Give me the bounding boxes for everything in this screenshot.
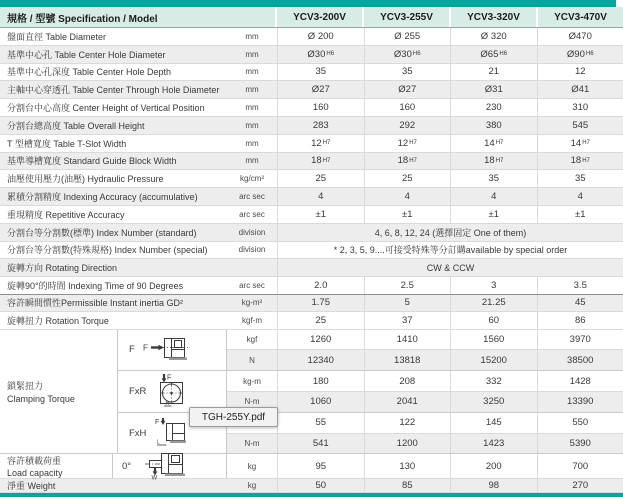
value-cell: Ø27 — [277, 81, 364, 98]
row-indexing-time-90deg — [0, 277, 623, 295]
value-cell: 35 — [537, 170, 623, 187]
value-cell: 86 — [537, 312, 623, 329]
value-cell: Ø90 H6 — [537, 46, 623, 63]
row-unit: arc sec — [239, 192, 265, 202]
load-capacity-row — [0, 454, 623, 479]
value-cell: 45 — [537, 295, 623, 311]
row-t-slot-width — [0, 135, 623, 153]
row-label: 淨重 Weight — [7, 481, 56, 492]
row-label: 累積分割精度 Indexing Accuracy (accumulative) — [7, 192, 198, 203]
value-cell: 21 — [450, 64, 537, 81]
clamp-group-fxh-rows — [227, 413, 623, 454]
svg-text:L: L — [157, 439, 161, 446]
clamp-sub-row — [227, 392, 623, 412]
clamp-sub-row — [227, 371, 623, 392]
value-cell: 700 — [537, 454, 623, 478]
row-unit: division — [238, 227, 266, 237]
load-angle: 0° — [122, 460, 132, 472]
value-cell: 35 — [277, 64, 364, 81]
svg-text:F: F — [155, 418, 160, 426]
value-cell: 18 H7 — [277, 153, 364, 170]
value-cell: 25 — [277, 170, 364, 187]
value-cell: 4 — [364, 188, 451, 205]
row-label: 旋轉90°的時間 Indexing Time of 90 Degrees — [7, 281, 184, 292]
value-cell: 5 — [364, 295, 451, 311]
table-header-row — [0, 7, 623, 28]
value-cell: 14 H7 — [450, 135, 537, 152]
row-indexing-accuracy — [0, 188, 623, 206]
row-unit: kg — [247, 461, 257, 471]
value-cell: 3 — [450, 277, 537, 294]
value-cell: Ø 255 — [364, 28, 451, 45]
row-table-diameter — [0, 28, 623, 46]
row-unit: kg-m — [243, 376, 261, 386]
value-cell: 1060 — [277, 392, 364, 412]
row-unit: kg-m² — [241, 298, 263, 308]
value-cell: 380 — [450, 117, 537, 134]
model-header-ycv3-255v: YCV3-255V — [364, 7, 451, 27]
value-cell: 3250 — [450, 392, 537, 412]
row-label: 旋轉扭力 Rotation Torque — [7, 315, 109, 326]
row-index-number-standard — [0, 224, 623, 242]
svg-text:F: F — [167, 374, 172, 382]
row-label: T 型槽寬度 Table T-Slot Width — [7, 138, 127, 149]
row-hydraulic-pressure — [0, 170, 623, 188]
value-cell: 130 — [364, 454, 451, 478]
load-capacity-head — [113, 454, 227, 478]
filename-tooltip: TGH-255Y.pdf — [189, 407, 278, 427]
load-0deg-diagram-icon — [140, 450, 190, 483]
row-unit: mm — [245, 67, 259, 77]
value-cell: ±1 — [450, 206, 537, 223]
value-cell: 1260 — [277, 330, 364, 350]
value-cell: 230 — [450, 99, 537, 116]
row-label: 基準中心孔 Table Center Hole Diameter — [7, 49, 166, 60]
row-unit: mm — [245, 156, 259, 166]
value-cell: 35 — [364, 64, 451, 81]
value-cell: 545 — [537, 117, 623, 134]
model-header-ycv3-470v: YCV3-470V — [554, 11, 607, 23]
value-cell: 2041 — [364, 392, 451, 412]
clamp-sub-row — [227, 330, 623, 351]
svg-text:W: W — [151, 475, 158, 480]
row-label: 主軸中心穿透孔 Table Center Through Hole Diameter — [7, 85, 220, 96]
clamp-group-f-rows — [227, 330, 623, 371]
row-center-height — [0, 99, 623, 117]
span-value-cell: * 2, 3, 5, 9....可接受特殊等分訂購available by special order — [277, 242, 623, 259]
value-cell: 1560 — [450, 330, 537, 350]
value-cell: 1423 — [450, 434, 537, 454]
value-cell: 12340 — [277, 350, 364, 370]
value-cell: Ø65 H6 — [450, 46, 537, 63]
row-unit: mm — [245, 103, 259, 113]
load-capacity-label — [0, 454, 113, 478]
value-cell: Ø 200 — [277, 28, 364, 45]
clamping-torque-label-en: Clamping Torque — [7, 393, 75, 404]
span-value-cell: CW & CCW — [277, 259, 623, 276]
value-cell: 60 — [450, 312, 537, 329]
value-cell: 1.75 — [277, 295, 364, 311]
value-cell: 1410 — [364, 330, 451, 350]
row-unit: arc sec — [239, 281, 265, 291]
svg-text:F: F — [142, 343, 148, 353]
span-value-cell: 4, 6, 8, 12, 24 (選擇固定 One of them) — [277, 224, 623, 241]
row-unit — [227, 259, 277, 276]
specification-table — [0, 7, 623, 493]
value-cell: 145 — [450, 413, 537, 433]
value-cell: 18 H7 — [537, 153, 623, 170]
value-cell: 37 — [364, 312, 451, 329]
value-cell: 208 — [364, 371, 451, 391]
value-cell: ±1 — [364, 206, 451, 223]
row-label: 旋轉方向 Rotating Direction — [7, 263, 118, 274]
clamping-groups — [118, 330, 623, 454]
row-label: 油壓使用壓力(油壓) Hydraulic Pressure — [7, 174, 164, 185]
value-cell: Ø41 — [537, 81, 623, 98]
value-cell: 12 — [537, 64, 623, 81]
value-cell: 13818 — [364, 350, 451, 370]
clamp-group-name: FxH — [129, 427, 147, 439]
row-unit: arc sec — [239, 209, 265, 219]
value-cell: 3.5 — [537, 277, 623, 294]
value-cell: 18 H7 — [450, 153, 537, 170]
value-cell: 13390 — [537, 392, 623, 412]
value-cell: 4 — [450, 188, 537, 205]
load-capacity-label-zh: 容許積載荷重 — [7, 456, 62, 467]
value-cell: 4 — [277, 188, 364, 205]
value-cell: 292 — [364, 117, 451, 134]
row-center-hole-diameter — [0, 46, 623, 64]
value-cell: 332 — [450, 371, 537, 391]
value-cell: Ø31 — [450, 81, 537, 98]
value-cell: 12 H7 — [364, 135, 451, 152]
clamp-group-fxr-head — [118, 371, 227, 412]
row-unit: kgf-m — [242, 315, 262, 325]
value-cell: 25 — [364, 170, 451, 187]
row-center-hole-depth — [0, 64, 623, 82]
load-capacity-label-en: Load capacity — [7, 468, 63, 479]
row-unit: mm — [245, 49, 259, 59]
clamp-sub-row — [227, 413, 623, 434]
value-cell: 18 H7 — [364, 153, 451, 170]
model-header-ycv3-200v: YCV3-200V — [277, 7, 364, 27]
value-cell: Ø27 — [364, 81, 451, 98]
value-cell: ±1 — [277, 206, 364, 223]
model-header-ycv3-320v: YCV3-320V — [451, 7, 538, 27]
value-cell: 270 — [537, 479, 623, 491]
row-permissible-inertia — [0, 294, 623, 312]
row-label: 容許瞬間慣性Permissible Instant inertia GD² — [7, 298, 184, 309]
value-cell: 50 — [277, 479, 364, 491]
clamp-group-f — [118, 330, 623, 372]
svg-text:H: H — [165, 400, 170, 407]
value-cell: Ø30 H6 — [277, 46, 364, 63]
value-cell: 21.25 — [450, 295, 537, 311]
value-cell: 3970 — [537, 330, 623, 350]
value-cell: 85 — [364, 479, 451, 491]
value-cell: 12 H7 — [277, 135, 364, 152]
value-cell: Ø30 H6 — [364, 46, 451, 63]
value-cell: 541 — [277, 434, 364, 454]
value-cell: 310 — [537, 99, 623, 116]
value-cell: ±1 — [537, 206, 623, 223]
row-rotating-direction — [0, 259, 623, 277]
row-through-hole-diameter — [0, 81, 623, 99]
row-index-number-special — [0, 242, 623, 260]
row-unit: mm — [245, 31, 259, 41]
value-cell: 180 — [277, 371, 364, 391]
row-unit: mm — [245, 138, 259, 148]
row-label: 重現精度 Repetitive Accuracy — [7, 209, 125, 220]
value-cell: 4 — [537, 188, 623, 205]
bottom-accent-bar — [0, 493, 623, 497]
clamp-fxh-diagram-icon — [153, 416, 193, 451]
value-cell: 160 — [364, 99, 451, 116]
top-accent-bar — [0, 0, 616, 7]
row-unit: mm — [245, 85, 259, 95]
row-unit: division — [238, 245, 266, 255]
row-label: 基準導槽寬度 Standard Guide Block Width — [7, 156, 177, 167]
row-unit: kg — [247, 481, 257, 491]
value-cell: 1428 — [537, 371, 623, 391]
clamping-torque-section — [0, 330, 623, 455]
row-unit: kg/cm² — [240, 174, 264, 184]
clamp-fxr-diagram-icon — [153, 372, 189, 411]
row-repetitive-accuracy — [0, 206, 623, 224]
value-cell: 2.5 — [364, 277, 451, 294]
clamp-group-name: FxR — [129, 385, 147, 397]
row-guide-block-width — [0, 153, 623, 171]
value-cell: 122 — [364, 413, 451, 433]
value-cell: 55 — [277, 413, 364, 433]
value-cell: 15200 — [450, 350, 537, 370]
row-unit: kgf — [246, 334, 258, 344]
value-cell: 98 — [450, 479, 537, 491]
value-cell: 550 — [537, 413, 623, 433]
clamp-group-f-head — [118, 330, 227, 371]
value-cell: 2.0 — [277, 277, 364, 294]
clamp-group-fxr-rows — [227, 371, 623, 412]
value-cell: 35 — [450, 170, 537, 187]
clamping-torque-label-zh: 鎖緊扭力 — [7, 380, 44, 391]
value-cell: 200 — [450, 454, 537, 478]
value-cell: 25 — [277, 312, 364, 329]
value-cell: 1200 — [364, 434, 451, 454]
clamp-f-diagram-icon — [142, 335, 192, 364]
value-cell: 5390 — [537, 434, 623, 454]
value-cell: 283 — [277, 117, 364, 134]
row-label: 分割台總高度 Table Overall Height — [7, 120, 145, 131]
value-cell: 38500 — [537, 350, 623, 370]
clamp-sub-row — [227, 350, 623, 370]
row-overall-height — [0, 117, 623, 135]
spec-model-title: 規格 / 型號 Specification / Model — [0, 7, 277, 27]
row-label: 分割台中心高度 Center Height of Vertical Position — [7, 103, 205, 114]
row-unit: N — [249, 355, 255, 365]
value-cell: 14 H7 — [537, 135, 623, 152]
weight-row — [0, 479, 623, 492]
clamp-sub-row — [227, 434, 623, 454]
value-cell: Ø470 — [537, 28, 623, 45]
row-label: 盤面直徑 Table Diameter — [7, 31, 107, 42]
row-label: 基準中心孔深度 Table Center Hole Depth — [7, 67, 172, 78]
row-unit: N-m — [244, 438, 260, 448]
value-cell: 160 — [277, 99, 364, 116]
row-unit: N-m — [244, 397, 260, 407]
row-rotation-torque — [0, 312, 623, 330]
clamping-torque-label — [0, 330, 118, 454]
row-label: 分割台等分割數(標準) Index Number (standard) — [7, 227, 197, 238]
row-label: 分割台等分割數(特殊規格) Index Number (special) — [7, 245, 208, 256]
row-unit: mm — [245, 120, 259, 130]
value-cell: 95 — [277, 454, 364, 478]
value-cell: Ø 320 — [450, 28, 537, 45]
clamp-group-name: F — [129, 344, 135, 356]
